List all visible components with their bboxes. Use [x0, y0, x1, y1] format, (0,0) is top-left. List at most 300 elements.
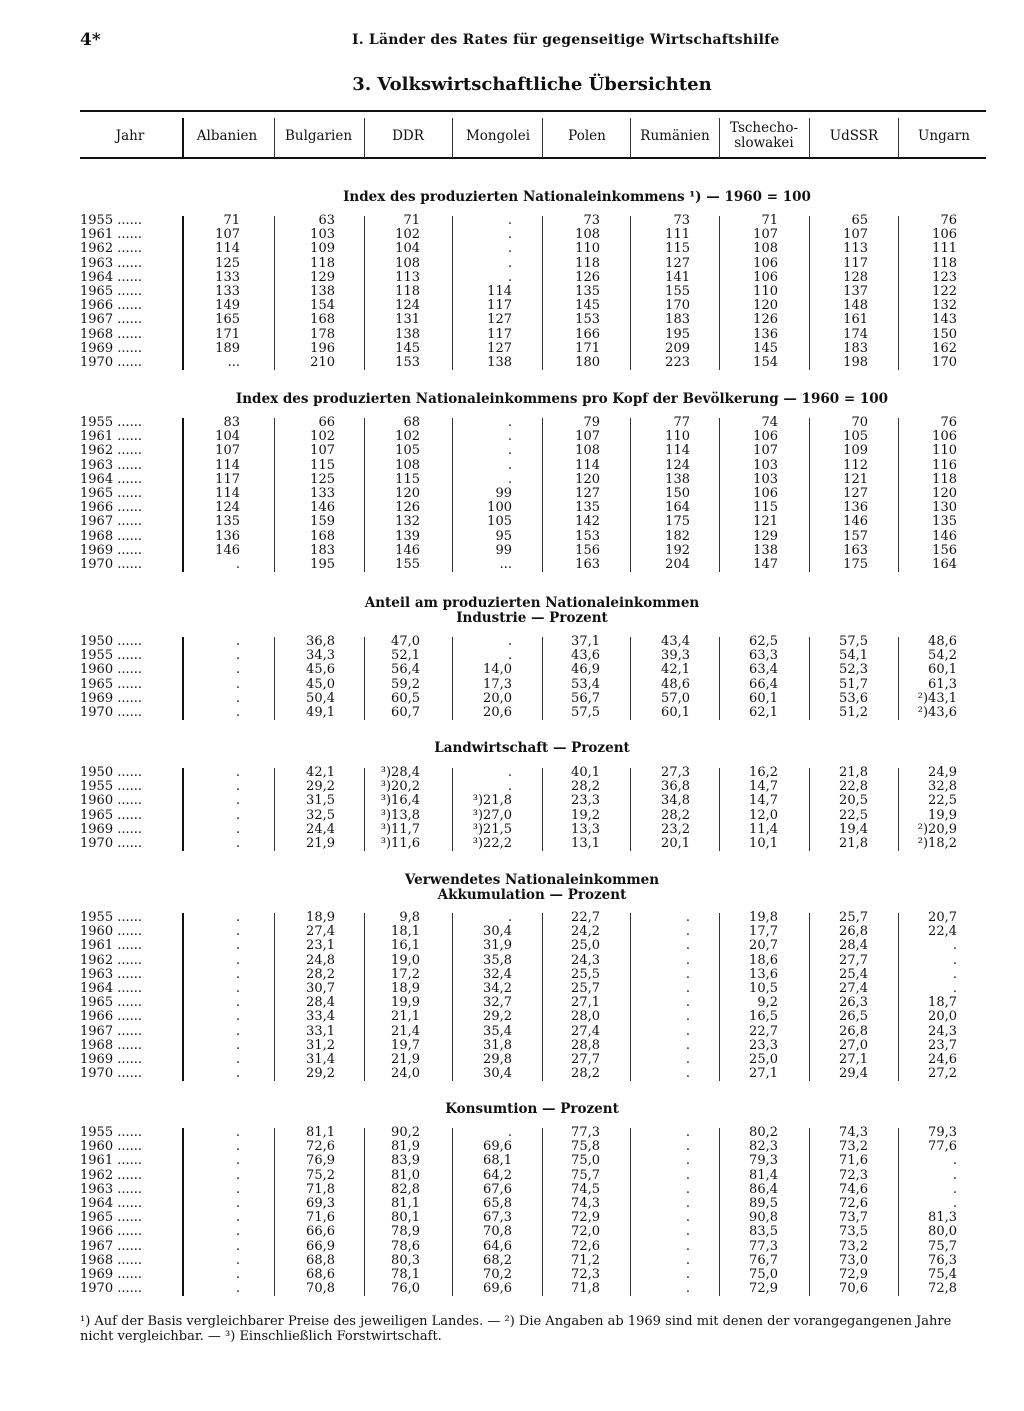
table-cell: ... — [499, 556, 512, 572]
footnote-line-1: ¹) Auf der Basis vergleichbarer Preise des jeweiligen Landes. — ²) Die Angaben ab 1969 sind mit denen der vorangegangenen Jahre — [80, 1314, 952, 1329]
table-cell: 175 — [665, 514, 690, 530]
table-cell: 163 — [575, 556, 600, 572]
table-cell: 147 — [753, 556, 778, 572]
table-row — [80, 1025, 986, 1039]
header-separator — [182, 118, 184, 158]
table-cell: 33,1 — [306, 1023, 335, 1039]
column-separator — [182, 768, 184, 851]
row-year: 1967 ...... — [80, 1023, 143, 1039]
table-cell: 81,4 — [749, 1167, 778, 1183]
table-cell: 75,7 — [928, 1238, 957, 1254]
table-cell: 27,4 — [306, 924, 335, 940]
table-cell: 27,1 — [839, 1051, 868, 1067]
table-cell: 25,0 — [749, 1051, 778, 1067]
table-cell: 17,3 — [483, 676, 512, 692]
table-row — [80, 1039, 986, 1053]
column-separator — [542, 216, 543, 370]
table-cell: . — [685, 1125, 690, 1140]
row-year: 1970 ...... — [80, 556, 143, 572]
table-cell: 72,6 — [571, 1238, 600, 1254]
table-cell: . — [507, 634, 512, 649]
table-row — [80, 242, 986, 256]
table-cell: 131 — [395, 312, 420, 328]
section-rows — [80, 911, 986, 1081]
table-cell: 198 — [843, 354, 868, 370]
table-row — [80, 1183, 986, 1197]
column-header-9: Ungarn — [918, 127, 970, 144]
table-cell: ²)18,2 — [917, 835, 957, 851]
table-row — [80, 678, 986, 692]
table-cell: 28,2 — [571, 779, 600, 795]
row-year: 1962 ...... — [80, 443, 143, 459]
table-cell: 109 — [843, 443, 868, 459]
table-row — [80, 313, 986, 327]
table-cell: 78,1 — [391, 1266, 420, 1282]
table-cell: 28,4 — [306, 995, 335, 1011]
table-cell: 27,1 — [571, 995, 600, 1011]
table-cell: . — [235, 1066, 240, 1082]
column-header-1: Albanien — [196, 127, 258, 144]
column-separator — [542, 768, 543, 851]
table-cell: . — [685, 1238, 690, 1254]
table-row — [80, 530, 986, 544]
table-cell: . — [235, 634, 240, 649]
column-separator — [809, 913, 810, 1081]
table-cell: 71,6 — [839, 1153, 868, 1169]
section-title — [0, 873, 1024, 902]
section-title-line: Verwendetes Nationaleinkommen — [404, 872, 660, 888]
section-title-line: Akkumulation — Prozent — [437, 886, 627, 903]
table-cell: 19,4 — [839, 821, 868, 837]
row-year: 1966 ...... — [80, 1009, 143, 1025]
table-cell: 31,8 — [483, 1037, 512, 1053]
table-cell: 120 — [753, 298, 778, 314]
table-cell: . — [685, 924, 690, 940]
table-cell: . — [507, 648, 512, 664]
top-rule — [80, 110, 986, 112]
table-cell: 80,0 — [928, 1224, 957, 1240]
footnotes — [80, 1314, 992, 1344]
table-cell: 146 — [932, 528, 957, 544]
table-cell: 57,5 — [839, 634, 868, 649]
row-year: 1966 ...... — [80, 1224, 143, 1240]
table-cell: 72,3 — [571, 1266, 600, 1282]
table-row — [80, 299, 986, 313]
table-cell: 16,2 — [749, 765, 778, 780]
table-cell: 23,1 — [306, 938, 335, 954]
table-cell: 63 — [318, 213, 335, 228]
table-cell: 9,8 — [399, 910, 420, 925]
section-title-line: Landwirtschaft — Prozent — [434, 740, 630, 756]
table-cell: 116 — [932, 457, 957, 473]
table-cell: . — [685, 980, 690, 996]
table-cell: 29,2 — [306, 779, 335, 795]
table-cell: 73,7 — [839, 1210, 868, 1226]
row-year: 1963 ...... — [80, 457, 143, 473]
table-row — [80, 487, 986, 501]
row-year: 1955 ...... — [80, 779, 143, 795]
table-cell: 90,2 — [391, 1125, 420, 1140]
section-rows — [80, 635, 986, 720]
column-separator — [182, 418, 184, 572]
table-cell: 107 — [753, 443, 778, 459]
table-cell: 22,8 — [839, 779, 868, 795]
table-row — [80, 544, 986, 558]
table-cell: 35,8 — [483, 952, 512, 968]
table-cell: 22,5 — [928, 793, 957, 809]
table-row — [80, 649, 986, 663]
table-cell: 27,3 — [661, 765, 690, 780]
table-cell: 105 — [487, 514, 512, 530]
table-cell: . — [685, 1023, 690, 1039]
column-separator — [898, 418, 899, 572]
table-cell: 24,3 — [928, 1023, 957, 1039]
table-cell: 104 — [215, 429, 240, 445]
row-year: 1950 ...... — [80, 765, 143, 780]
table-cell: 63,4 — [749, 662, 778, 678]
table-cell: 81,0 — [391, 1167, 420, 1183]
table-cell: 18,7 — [928, 995, 957, 1011]
row-year: 1968 ...... — [80, 1252, 143, 1268]
table-cell: . — [235, 1037, 240, 1053]
table-cell: ³)28,4 — [380, 765, 420, 780]
column-separator — [364, 768, 365, 851]
table-cell: 107 — [310, 443, 335, 459]
table-cell: 30,7 — [306, 980, 335, 996]
table-cell: 127 — [487, 340, 512, 356]
column-separator — [719, 1128, 720, 1296]
column-separator — [809, 768, 810, 851]
table-cell: . — [507, 227, 512, 243]
table-cell: 156 — [932, 542, 957, 558]
column-header-2: Bulgarien — [284, 127, 353, 144]
table-row — [80, 1010, 986, 1024]
table-row — [80, 1067, 986, 1081]
table-cell: 56,4 — [391, 662, 420, 678]
table-cell: 138 — [487, 354, 512, 370]
table-cell: 136 — [753, 326, 778, 342]
table-cell: . — [952, 1181, 957, 1197]
table-cell: 32,7 — [483, 995, 512, 1011]
table-cell: 183 — [665, 312, 690, 328]
row-year: 1960 ...... — [80, 793, 143, 809]
table-cell: 22,5 — [839, 807, 868, 823]
table-cell: 18,9 — [391, 980, 420, 996]
row-year: 1965 ...... — [80, 807, 143, 823]
column-separator — [898, 637, 899, 720]
table-cell: 121 — [753, 514, 778, 530]
column-separator — [630, 418, 631, 572]
table-cell: 20,5 — [839, 793, 868, 809]
column-separator — [630, 637, 631, 720]
table-cell: . — [507, 415, 512, 430]
table-row — [80, 1211, 986, 1225]
table-cell: 28,4 — [839, 938, 868, 954]
table-cell: 28,0 — [571, 1009, 600, 1025]
table-cell: 21,9 — [306, 835, 335, 851]
table-cell: 107 — [215, 227, 240, 243]
table-row — [80, 1254, 986, 1268]
table-cell: 138 — [310, 283, 335, 299]
row-year: 1963 ...... — [80, 1181, 143, 1197]
table-cell: 103 — [753, 457, 778, 473]
table-cell: . — [235, 779, 240, 795]
table-cell: . — [235, 1238, 240, 1254]
table-cell: 34,8 — [661, 793, 690, 809]
table-row — [80, 1240, 986, 1254]
table-cell: 171 — [215, 326, 240, 342]
table-row — [80, 766, 986, 780]
column-separator — [809, 637, 810, 720]
table-cell: 34,3 — [306, 648, 335, 664]
table-cell: 135 — [575, 500, 600, 516]
table-cell: 108 — [575, 227, 600, 243]
table-row — [80, 444, 986, 458]
table-cell: 195 — [665, 326, 690, 342]
table-cell: 75,4 — [928, 1266, 957, 1282]
table-cell: 135 — [215, 514, 240, 530]
row-year: 1955 ...... — [80, 415, 143, 430]
header-separator — [452, 118, 453, 158]
table-cell: 69,3 — [306, 1195, 335, 1211]
table-cell: 120 — [395, 485, 420, 501]
table-cell: 20,6 — [483, 704, 512, 720]
table-cell: 46,9 — [571, 662, 600, 678]
table-cell: 170 — [932, 354, 957, 370]
table-cell: . — [235, 648, 240, 664]
table-cell: 108 — [395, 457, 420, 473]
table-cell: 168 — [310, 312, 335, 328]
column-separator — [898, 216, 899, 370]
table-cell: 114 — [575, 457, 600, 473]
table-cell: 23,3 — [749, 1037, 778, 1053]
table-cell: 17,2 — [391, 966, 420, 982]
table-cell: 57,5 — [571, 704, 600, 720]
table-cell: 135 — [932, 514, 957, 530]
table-cell: 45,0 — [306, 676, 335, 692]
table-cell: 83 — [223, 415, 240, 430]
table-row — [80, 271, 986, 285]
table-cell: 170 — [665, 298, 690, 314]
table-cell: . — [952, 938, 957, 954]
table-cell: . — [507, 765, 512, 780]
table-cell: 71,8 — [306, 1181, 335, 1197]
table-cell: 24,8 — [306, 952, 335, 968]
table-row — [80, 968, 986, 982]
table-cell: 75,2 — [306, 1167, 335, 1183]
row-year: 1968 ...... — [80, 1037, 143, 1053]
table-cell: 71 — [223, 213, 240, 228]
table-cell: 18,1 — [391, 924, 420, 940]
table-cell: 31,5 — [306, 793, 335, 809]
table-cell: . — [235, 1125, 240, 1140]
section-rows — [80, 416, 986, 572]
column-separator — [452, 1128, 453, 1296]
table-cell: 132 — [932, 298, 957, 314]
table-cell: 124 — [215, 500, 240, 516]
row-year: 1962 ...... — [80, 241, 143, 257]
column-header-7: Tschecho- slowakei — [729, 120, 799, 151]
table-cell: 43,4 — [661, 634, 690, 649]
table-cell: 77,3 — [571, 1125, 600, 1140]
table-cell: 76,0 — [391, 1281, 420, 1297]
row-year: 1962 ...... — [80, 1167, 143, 1183]
table-cell: 64,2 — [483, 1167, 512, 1183]
table-cell: 120 — [575, 471, 600, 487]
table-cell: 63,3 — [749, 648, 778, 664]
table-cell: . — [685, 1224, 690, 1240]
table-cell: ³)16,4 — [380, 793, 420, 809]
table-cell: . — [685, 952, 690, 968]
table-cell: 146 — [310, 500, 335, 516]
table-cell: 77 — [673, 415, 690, 430]
table-cell: 69,6 — [483, 1281, 512, 1297]
table-cell: 14,7 — [749, 793, 778, 809]
table-cell: 57,0 — [661, 690, 690, 706]
table-cell: . — [235, 1210, 240, 1226]
table-row — [80, 635, 986, 649]
column-separator — [274, 768, 275, 851]
table-cell: 31,9 — [483, 938, 512, 954]
table-cell: 125 — [215, 255, 240, 271]
table-cell: 76,9 — [306, 1153, 335, 1169]
table-cell: . — [235, 910, 240, 925]
table-cell: 10,5 — [749, 980, 778, 996]
row-year: 1967 ...... — [80, 312, 143, 328]
table-cell: 114 — [665, 443, 690, 459]
table-row — [80, 228, 986, 242]
row-year: 1969 ...... — [80, 542, 143, 558]
table-row — [80, 780, 986, 794]
table-cell: 20,7 — [928, 910, 957, 925]
table-cell: 80,1 — [391, 1210, 420, 1226]
row-year: 1967 ...... — [80, 1238, 143, 1254]
table-cell: 73,0 — [839, 1252, 868, 1268]
table-cell: 115 — [753, 500, 778, 516]
column-separator — [182, 913, 184, 1081]
column-separator — [630, 913, 631, 1081]
column-separator — [542, 637, 543, 720]
table-cell: . — [685, 1167, 690, 1183]
table-cell: 71,2 — [571, 1252, 600, 1268]
table-cell: 115 — [395, 471, 420, 487]
row-year: 1965 ...... — [80, 485, 143, 501]
table-cell: ³)13,8 — [380, 807, 420, 823]
column-separator — [630, 216, 631, 370]
table-cell: 183 — [310, 542, 335, 558]
table-row — [80, 809, 986, 823]
table-cell: 19,0 — [391, 952, 420, 968]
table-cell: 68,1 — [483, 1153, 512, 1169]
table-cell: 29,2 — [306, 1066, 335, 1082]
table-cell: 159 — [310, 514, 335, 530]
table-cell: 42,1 — [306, 765, 335, 780]
table-cell: 74,3 — [571, 1195, 600, 1211]
column-separator — [182, 637, 184, 720]
row-year: 1955 ...... — [80, 648, 143, 664]
row-year: 1961 ...... — [80, 227, 143, 243]
table-cell: 68,8 — [306, 1252, 335, 1268]
table-cell: 69,6 — [483, 1139, 512, 1155]
table-cell: 43,6 — [571, 648, 600, 664]
row-year: 1960 ...... — [80, 662, 143, 678]
table-cell: 36,8 — [306, 634, 335, 649]
table-cell: 118 — [395, 283, 420, 299]
table-cell: 32,8 — [928, 779, 957, 795]
table-cell: 27,7 — [839, 952, 868, 968]
table-cell: . — [685, 966, 690, 982]
table-cell: 72,9 — [749, 1281, 778, 1297]
column-header-6: Rumänien — [640, 127, 710, 144]
table-row — [80, 285, 986, 299]
table-cell: 114 — [487, 283, 512, 299]
table-cell: ³)20,2 — [380, 779, 420, 795]
table-cell: 71 — [403, 213, 420, 228]
table-cell: . — [235, 1051, 240, 1067]
table-cell: 107 — [843, 227, 868, 243]
table-cell: 154 — [753, 354, 778, 370]
table-row — [80, 823, 986, 837]
table-cell: 31,2 — [306, 1037, 335, 1053]
table-cell: 83,5 — [749, 1224, 778, 1240]
table-cell: . — [507, 457, 512, 473]
table-cell: 178 — [310, 326, 335, 342]
table-cell: 66 — [318, 415, 335, 430]
table-cell: ³)11,6 — [380, 835, 420, 851]
table-cell: . — [507, 213, 512, 228]
table-cell: . — [235, 966, 240, 982]
table-cell: 115 — [310, 457, 335, 473]
table-cell: 79,3 — [749, 1153, 778, 1169]
table-cell: 27,4 — [571, 1023, 600, 1039]
table-cell: 13,1 — [571, 835, 600, 851]
table-cell: 24,4 — [306, 821, 335, 837]
table-cell: ³)21,8 — [472, 793, 512, 809]
table-cell: 19,7 — [391, 1037, 420, 1053]
table-cell: 13,6 — [749, 966, 778, 982]
table-cell: 23,7 — [928, 1037, 957, 1053]
table-cell: 64,6 — [483, 1238, 512, 1254]
table-cell: . — [235, 1167, 240, 1183]
header-separator — [542, 118, 543, 158]
row-year: 1969 ...... — [80, 690, 143, 706]
table-cell: . — [685, 1139, 690, 1155]
row-year: 1960 ...... — [80, 1139, 143, 1155]
table-cell: 138 — [665, 471, 690, 487]
table-cell: 22,7 — [749, 1023, 778, 1039]
table-cell: . — [685, 1195, 690, 1211]
table-cell: 32,4 — [483, 966, 512, 982]
table-row — [80, 706, 986, 720]
table-cell: 136 — [215, 528, 240, 544]
table-cell: 149 — [215, 298, 240, 314]
table-cell: 81,1 — [391, 1195, 420, 1211]
table-cell: 24,6 — [928, 1051, 957, 1067]
table-cell: 75,8 — [571, 1139, 600, 1155]
row-year: 1965 ...... — [80, 676, 143, 692]
table-row — [80, 473, 986, 487]
table-cell: 73 — [673, 213, 690, 228]
table-cell: 196 — [310, 340, 335, 356]
table-cell: 171 — [575, 340, 600, 356]
row-year: 1969 ...... — [80, 1051, 143, 1067]
table-cell: 52,1 — [391, 648, 420, 664]
table-cell: . — [235, 1266, 240, 1282]
table-cell: 105 — [395, 443, 420, 459]
row-year: 1970 ...... — [80, 835, 143, 851]
table-cell: 73,5 — [839, 1224, 868, 1240]
table-cell: 180 — [575, 354, 600, 370]
